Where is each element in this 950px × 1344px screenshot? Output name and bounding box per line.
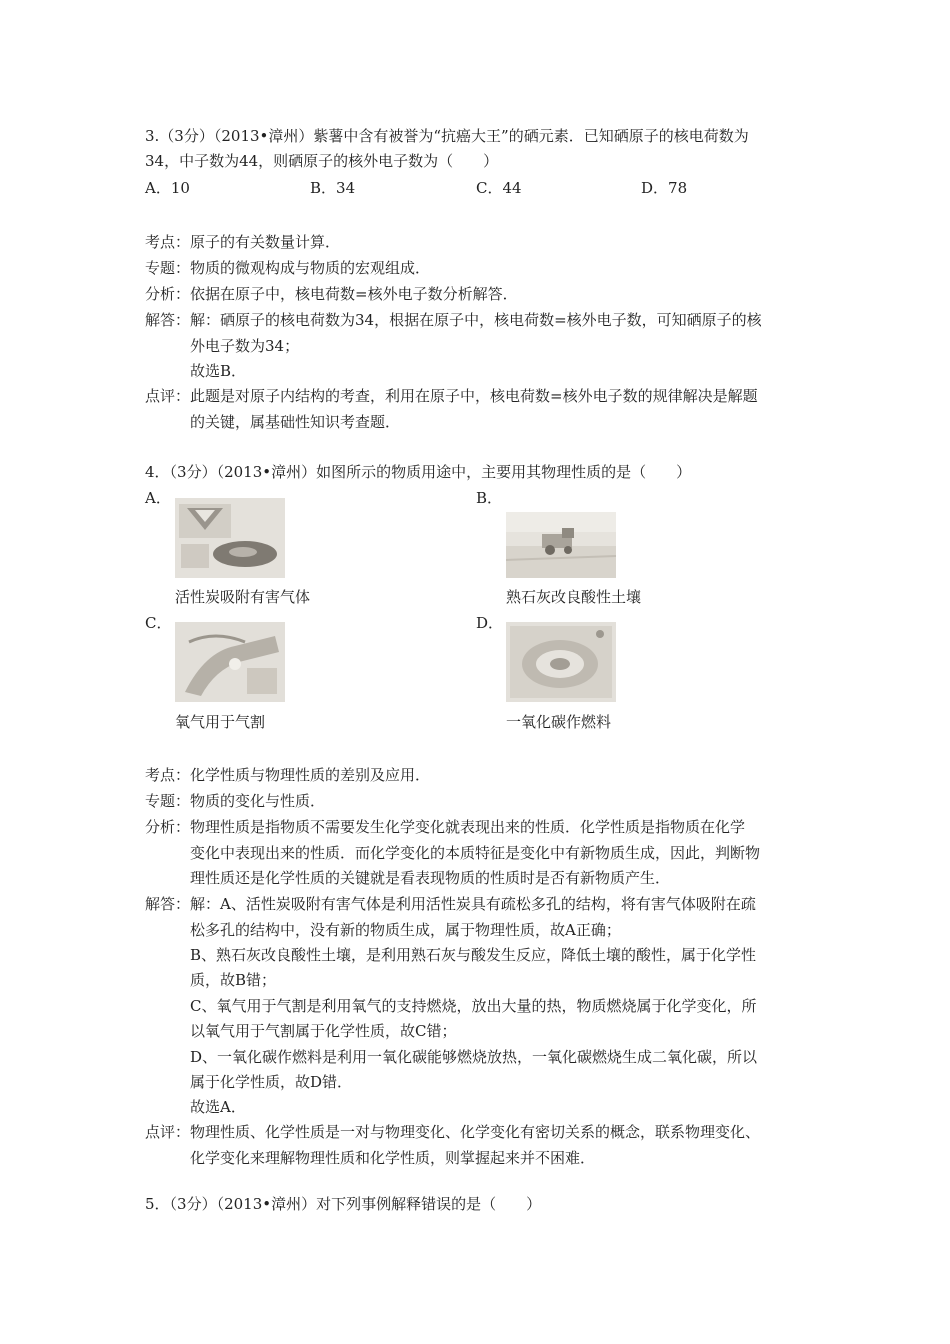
q4-jieda-line2: 松多孔的结构中，没有新的物质生成，属于物理性质，故A正确； [190, 921, 621, 939]
q3-jieda-line2: 外电子数为34； [190, 337, 300, 355]
q3-option-b: B．34 [310, 179, 356, 197]
q4-dianping-line1: 物理性质、化学性质是一对与物理变化、化学变化有密切关系的概念，联系物理变化、 [190, 1123, 761, 1141]
q4-fenxi-line1: 物理性质是指物质不需要发生化学变化就表现出来的性质．化学性质是指物质在化学 [190, 818, 746, 836]
q3-zhuanti-label: 专题： [145, 259, 191, 277]
q4-zhuanti: 物质的变化与性质． [190, 792, 326, 810]
q4-jieda-line4: 质，故B错； [190, 971, 277, 989]
q3-jieda-label: 解答： [145, 311, 191, 329]
q4-jieda-line7: D、一氧化碳作燃料是利用一氧化碳能够燃烧放热，一氧化碳燃烧生成二氧化碳，所以 [190, 1048, 758, 1066]
charcoal-photo [175, 498, 285, 578]
q4-dianping-label: 点评： [145, 1123, 191, 1141]
q3-stem-line1: 3.（3分）（2013•漳州）紫薯中含有被誉为“抗癌大王”的硒元素．已知硒原子的核电荷数为 [145, 127, 749, 145]
q4-fenxi-line2: 变化中表现出来的性质．而化学变化的本质特征是变化中有新物质生成，因此，判断物 [190, 844, 761, 862]
q4-option-d-letter: D． [476, 614, 504, 632]
q3-jieda-line3: 故选B． [190, 362, 247, 380]
q4-jieda-line1: 解：A、活性炭吸附有害气体是利用活性炭具有疏松多孔的结构，将有害气体吸附在疏 [190, 895, 756, 913]
q5-stem: 5．（3分）（2013•漳州）对下列事例解释错误的是（ ） [145, 1195, 542, 1213]
q4-option-b-caption: 熟石灰改良酸性土壤 [506, 588, 642, 606]
q3-jieda-line1: 解：硒原子的核电荷数为34，根据在原子中，核电荷数=核外电子数，可知硒原子的核 [190, 311, 762, 329]
q3-option-a: A．10 [145, 179, 190, 197]
q4-option-c-caption: 氧气用于气割 [175, 713, 266, 731]
q4-zhuanti-label: 专题： [145, 792, 191, 810]
gas-cutting-photo [175, 622, 285, 702]
q3-zhuanti: 物质的微观构成与物质的宏观组成． [190, 259, 431, 277]
gas-stove-photo [506, 622, 616, 702]
q3-kaodian-label: 考点： [145, 233, 191, 251]
q4-kaodian: 化学性质与物理性质的差别及应用． [190, 766, 431, 784]
q3-dianping-label: 点评： [145, 387, 191, 405]
q4-kaodian-label: 考点： [145, 766, 191, 784]
q3-dianping-line2: 的关键，属基础性知识考查题． [190, 413, 401, 431]
q3-fenxi-label: 分析： [145, 285, 191, 303]
q4-option-d-caption: 一氧化碳作燃料 [506, 713, 612, 731]
q4-fenxi-label: 分析： [145, 818, 191, 836]
q4-stem: 4．（3分）（2013•漳州）如图所示的物质用途中，主要用其物理性质的是（ ） [145, 463, 692, 481]
q4-option-a-letter: A． [145, 489, 171, 507]
q4-option-b-letter: B． [476, 489, 503, 507]
q4-jieda-line9: 故选A． [190, 1098, 246, 1116]
q4-option-c-letter: C． [145, 614, 172, 632]
q4-dianping-line2: 化学变化来理解物理性质和化学性质，则掌握起来并不困难． [190, 1149, 596, 1167]
q3-stem-line2: 34，中子数为44，则硒原子的核外电子数为（ ） [145, 152, 499, 170]
q4-jieda-line6: 以氧气用于气割属于化学性质，故C错； [190, 1022, 457, 1040]
q3-dianping-line1: 此题是对原子内结构的考查，利用在原子中，核电荷数=核外电子数的规律解决是解题 [190, 387, 758, 405]
q4-fenxi-line3: 理性质还是化学性质的关键就是看表现物质的性质时是否有新物质产生． [190, 869, 671, 887]
q4-jieda-line8: 属于化学性质，故D错． [190, 1073, 353, 1091]
tractor-field-photo [506, 512, 616, 578]
q3-option-c: C．44 [476, 179, 522, 197]
q3-fenxi: 依据在原子中，核电荷数=核外电子数分析解答． [190, 285, 518, 303]
q4-jieda-label: 解答： [145, 895, 191, 913]
q3-kaodian: 原子的有关数量计算． [190, 233, 341, 251]
q3-option-d: D．78 [641, 179, 688, 197]
q4-option-a-caption: 活性炭吸附有害气体 [175, 588, 311, 606]
q4-jieda-line3: B、熟石灰改良酸性土壤，是利用熟石灰与酸发生反应，降低土壤的酸性，属于化学性 [190, 946, 757, 964]
q4-jieda-line5: C、氧气用于气割是利用氧气的支持燃烧，放出大量的热，物质燃烧属于化学变化，所 [190, 997, 757, 1015]
